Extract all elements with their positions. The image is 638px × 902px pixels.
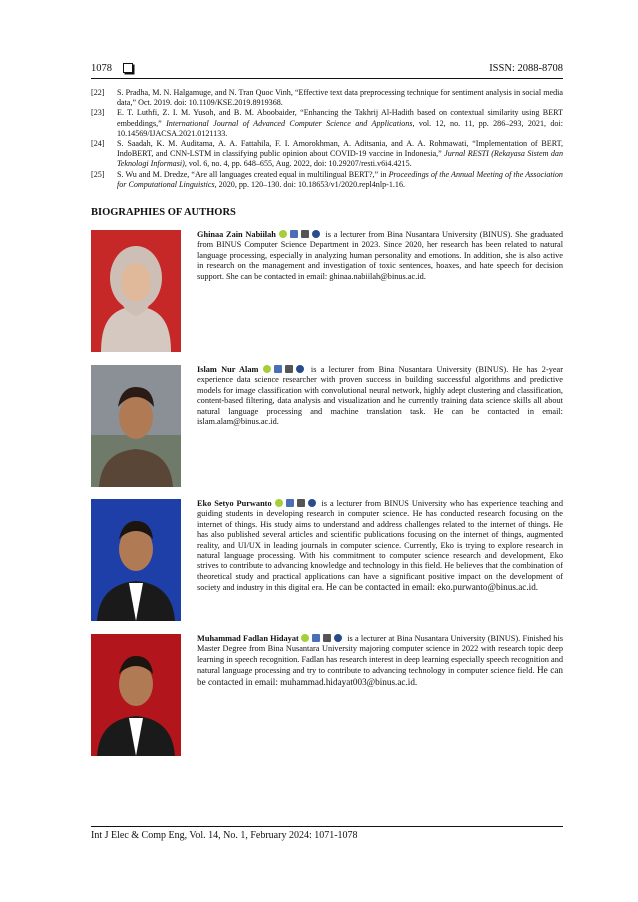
author-contact: He can be contacted in email: eko.purwanto@binus.ac.id. <box>326 582 539 593</box>
photo-portrait-1 <box>91 230 181 352</box>
square-icon <box>123 63 133 73</box>
header-rule <box>91 78 563 79</box>
publons-icon[interactable] <box>296 365 304 373</box>
reference-details: , 2020, pp. 120–130. doi: 10.18653/v1/2020.repl4nlp-1.16. <box>214 179 406 189</box>
scopus-icon[interactable] <box>301 230 309 238</box>
bio-text <box>197 499 563 594</box>
photo-portrait-3 <box>91 499 181 621</box>
google-scholar-icon[interactable] <box>312 634 320 642</box>
reference-number: [25] <box>91 169 105 179</box>
scopus-icon[interactable] <box>285 365 293 373</box>
page-number: 1078 <box>91 62 112 74</box>
section-heading: BIOGRAPHIES OF AUTHORS <box>91 207 236 218</box>
publons-icon[interactable] <box>308 499 316 507</box>
page-footer: Int J Elec & Comp Eng, Vol. 14, No. 1, February 2024: 1071-1078 <box>91 830 358 841</box>
reference-body: S. Saadah, K. M. Auditama, A. A. Fattahila, F. I. Amorokhman, A. Aditsania, and A. A. Rohmawati, “Implementation of BERT, IndoBERT, and CNN-LSTM in classifying public opinion about COVID-19 vaccine in Indonesia,” <box>117 139 563 159</box>
page-header <box>91 60 563 76</box>
orcid-icon[interactable] <box>301 634 309 642</box>
orcid-icon[interactable] <box>263 365 271 373</box>
photo-portrait-4 <box>91 634 181 756</box>
bio-text <box>197 365 563 427</box>
reference-body: S. Wu and M. Dredze, “Are all languages created equal in multilingual BERT?,” in <box>117 169 389 179</box>
scopus-icon[interactable] <box>323 634 331 642</box>
reference-text <box>117 88 563 108</box>
header-left <box>91 63 133 74</box>
google-scholar-icon[interactable] <box>274 365 282 373</box>
author-name: Muhammad Fadlan Hidayat <box>197 634 299 643</box>
author-name: Islam Nur Alam <box>197 365 259 374</box>
author-name: Ghinaa Zain Nabiilah <box>197 230 276 239</box>
footer-rule <box>91 826 563 827</box>
google-scholar-icon[interactable] <box>290 230 298 238</box>
reference-venue: Jurnal RESTI (Rekayasa Sistem dan Teknologi Informasi) <box>117 149 564 169</box>
reference-item <box>91 108 563 139</box>
author-photo <box>91 230 181 352</box>
author-description: is a lecturer from Bina Nusantara University (BINUS). She graduated from BINUS Computer Science Department in 2023. Since 2020, her research has been related to natural language processing, especially in analyzing human personality and emotions. In addition, she is also active in research on the management and investigation of toxic sentences, hoaxes, and hate speech for decision support. She can be contacted in email: ghinaa.nabiilah@binus.ac.id. <box>197 230 563 281</box>
reference-number: [22] <box>91 88 105 97</box>
author-photo <box>91 365 181 487</box>
reference-list <box>91 88 563 190</box>
issn: ISSN: 2088-8708 <box>489 62 563 74</box>
author-description: is a lecturer from Bina Nusantara University (BINUS). He has 2-year experience data science researcher with proven success in building successful algorithms and predictive models for image classification with convolutional neural network, highly adept clustering and classification, content-based filtering, data analysis and visualization and he currently training data science skills all about natural language processing and machine translation task. He can be contacted in email: islam.alam@binus.ac.id. <box>197 365 563 427</box>
reference-details: , vol. 6, no. 4, pp. 648–655, Aug. 2022, doi: 10.29207/resti.v6i4.4215. <box>184 159 412 169</box>
author-description: is a lecturer from BINUS University who has experience teaching and guiding students in developing research in computer science. He has conducted research focusing on the internet of things. His study aims to understand and address challenges related to the internet of things. He has also published several articles and scientific publications focusing on the internet of things, augmented reality, and UI/UX in leading journals in computer science. Currently, Eko is trying to explore research in natural language processing. With his commitment to computer science research and development, Eko strives to contribute to advancing knowledge and technology in this field. He believes that the combination of theoretical study and practical applications can have a significant positive impact on the development of society and industry in this digital era. <box>197 499 563 593</box>
reference-item <box>91 170 563 190</box>
author-description: is a lecturer at Bina Nusantara University (BINUS). Finished his Master Degree from Bina Nusantara University majoring computer science in 2022 with research topic deep learning in speech recognition. Fadlan has research interest in deep learning especially speech recognition and natural language processing and try to contribute to advancing technology in computer science field. <box>197 634 563 676</box>
bio-text <box>197 634 563 688</box>
reference-number: [24] <box>91 139 105 149</box>
reference-details: , vol. 12, no. 11, pp. 286–293, 2021, doi: 10.14569/IJACSA.2021.0121133. <box>117 118 563 138</box>
author-photo <box>91 499 181 621</box>
orcid-icon[interactable] <box>279 230 287 238</box>
reference-body: S. Pradha, M. N. Halgamuge, and N. Tran Quoc Vinh, “Effective text data preprocessing technique for sentiment analysis in social media data,” Oct. 2019. doi: 10.1109/KSE.2019.8919368. <box>117 88 563 108</box>
reference-item <box>91 88 563 108</box>
google-scholar-icon[interactable] <box>286 499 294 507</box>
photo-portrait-2 <box>91 365 181 487</box>
reference-text <box>117 170 563 190</box>
publons-icon[interactable] <box>312 230 320 238</box>
author-name: Eko Setyo Purwanto <box>197 499 272 508</box>
reference-text <box>117 108 563 139</box>
reference-text <box>117 139 563 170</box>
reference-body: E. T. Luthfi, Z. I. M. Yusoh, and B. M. Aboobaider, “Enhancing the Takhrij Al-Hadith based on contextual similarity using BERT embeddings,” <box>117 108 563 128</box>
author-photo <box>91 634 181 756</box>
reference-venue: Proceedings of the Annual Meeting of the Association for Computational Linguistics <box>117 169 563 189</box>
bio-text <box>197 230 563 282</box>
reference-venue: International Journal of Advanced Computer Science and Applications <box>166 118 413 128</box>
author-contact: He can be contacted in email: muhammad.hidayat003@binus.ac.id. <box>197 665 563 687</box>
reference-item <box>91 139 563 170</box>
orcid-icon[interactable] <box>275 499 283 507</box>
scopus-icon[interactable] <box>297 499 305 507</box>
publons-icon[interactable] <box>334 634 342 642</box>
reference-number: [23] <box>91 108 105 118</box>
